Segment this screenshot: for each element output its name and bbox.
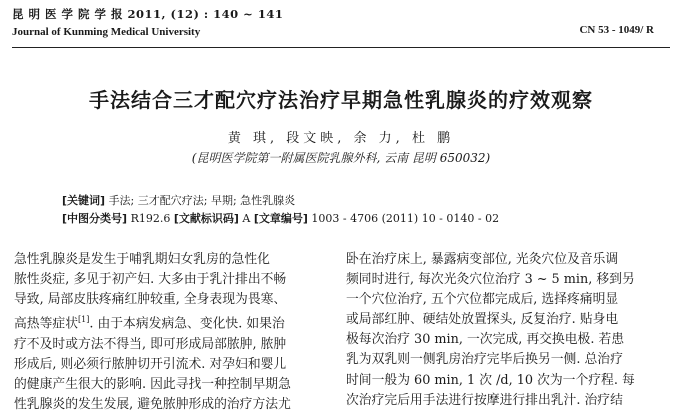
body-line: 一个穴位治疗, 五个穴位都完成后, 选择疼痛明显 [346,292,619,308]
body-line: 频同时进行, 每次光灸穴位治疗 3 ~ 5 min, 移到另 [346,272,635,288]
keywords-line [62,192,295,208]
journal-header-cn: 昆 明 医 学 院 学 报 2011, (12) : 140 ~ 141 [12,7,284,21]
body-line: 或局部红肿、硬结处放置探头, 反复治疗. 贴身电 [346,312,619,328]
article-no-value: 1003 - 4706 (2011) 10 - 0140 - 02 [311,212,500,225]
body-line-head: 高热等症状 [14,316,78,332]
body-line: 卧在治疗床上, 暴露病变部位, 光灸穴位及音乐调 [346,252,619,267]
keywords-text: 手法; 三才配穴疗法; 早期; 急性乳腺炎 [108,194,296,207]
citation-ref: [1] [77,315,90,325]
body-line [14,310,330,334]
clc-label: [中图分类号] [62,212,128,225]
journal-header-en: Journal of Kunming Medical University [12,26,201,38]
body-column-left [14,250,330,415]
body-line: 导致, 局部皮肤疼痛红肿较重, 全身表现为畏寒、 [14,292,287,308]
article-authors: 黄 琪, 段文映, 余 力, 杜 鹏 [227,131,455,146]
body-line: 时间一般为 60 min, 1 次 /d, 10 次为一个疗程. 每 [346,372,635,388]
article-affiliation: (昆明医学院第一附属医院乳腺外科, 云南 昆明 650032) [191,151,491,165]
article-title: 手法结合三才配穴疗法治疗早期急性乳腺炎的疗效观察 [89,88,593,112]
body-line: 形成后, 则必须行脓肿切开引流术. 对孕妇和婴儿 [14,356,287,372]
doc-code-label: [文献标识码] [173,212,239,225]
body-line: 乳为双乳则一侧乳房治疗完毕后换另一侧. 总治疗 [346,352,623,368]
body-column-right [346,250,666,411]
body-line: 的健康产生很大的影响. 因此寻找一种控制早期急 [14,376,291,392]
classification-line [62,210,499,226]
body-line: 疗不及时或方法不得当, 即可形成局部脓肿, 脓肿 [14,336,287,352]
body-line: 次治疗完后用手法进行按摩进行排出乳汁. 治疗结 [346,392,623,408]
article-no-label: [文章编号] [253,212,308,225]
body-line-tail: . 由于本病发病急、变化快. 如果治 [89,316,285,332]
doc-code-value: A [242,212,251,225]
header-rule [12,47,670,48]
cn-serial-code: CN 53 - 1049/ R [579,24,654,36]
clc-value: R192.6 [130,212,171,225]
body-line: 急性乳腺炎是发生于哺乳期妇女乳房的急性化 [14,252,270,267]
keywords-label: [关键词] [62,194,106,207]
body-line: 性乳腺炎的发生发展, 避免脓肿形成的治疗方法尤 [14,396,291,412]
body-line: 极每次治疗 30 min, 一次完成, 再交换电极. 若患 [346,332,625,348]
body-line: 脓性炎症, 多见于初产妇. 大多由于乳汁排出不畅 [14,272,287,288]
